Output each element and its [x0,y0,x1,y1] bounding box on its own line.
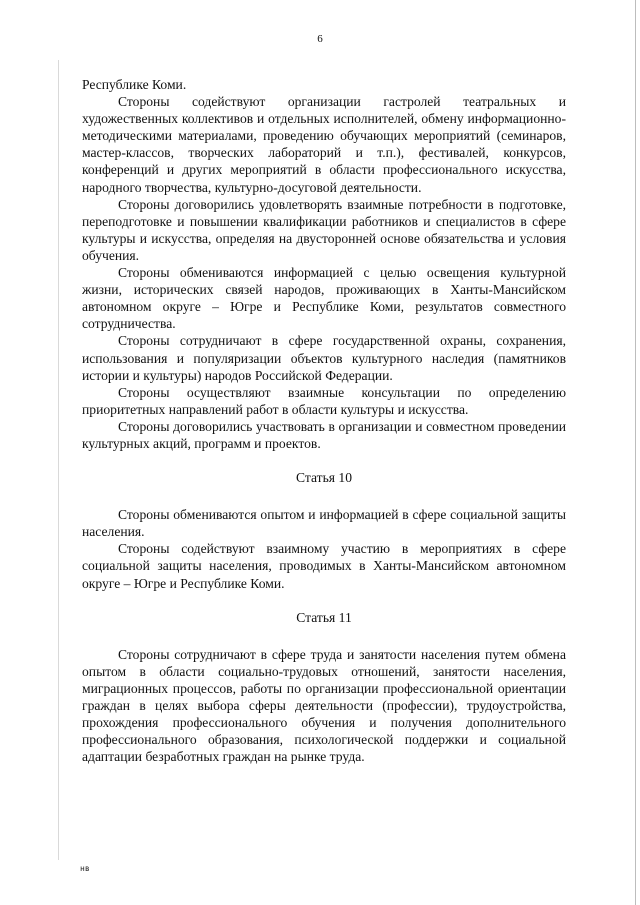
spacer [82,486,566,506]
article-10-heading: Статья 10 [295,470,353,486]
page-edge-left [58,60,59,860]
paragraph-consultations: Стороны осуществляют взаимные консультации по определению приоритетных направлений работ в области культуры и искусства. [82,384,566,417]
paragraph-touring: Стороны содействуют организации гастролей театральных и художественных коллективов и отдельных исполнителей, обмену информационно-методическими материалами, проведению обучающих мероприятий (семинаров, мастер-классов, творческих лабораторий и т.п.), фестивалей, конкурсов, конференций и других мероприятий в области профессионального искусства, народного творчества, культурно-досуговой деятельности. [82,94,566,195]
page-edge-right [635,0,636,905]
spacer [82,592,566,609]
page-number: 6 [317,33,323,45]
paragraph-training: Стороны договорились удовлетворять взаимные потребности в подготовке, переподготовке и повышении квалификации работников и специалистов в сфере культуры и искусства, определяя на двусторонней основе обязательства и условия обучения. [82,196,566,263]
spacer [82,452,566,469]
paragraph-cultural-actions: Стороны договорились участвовать в организации и совместном проведении культурных акций, программ и проектов. [82,418,566,451]
paragraph-social-events: Стороны содействуют взаимному участию в мероприятиях в сфере социальной защиты населения, проводимых в Ханты-Мансийском автономном округе – Югре и Республике Коми. [82,541,566,591]
spacer [82,626,566,646]
paragraph-heritage: Стороны сотрудничают в сфере государственной охраны, сохранения, использования и популяризации объектов культурного наследия (памятников истории и культуры) народов Российской Федерации. [82,333,566,383]
article-11-heading: Статья 11 [296,609,352,625]
paragraph-information: Стороны обмениваются информацией с целью освещения культурной жизни, исторических связей народов, проживающих в Ханты-Мансийском автономном округе – Югре и Республике Коми, результатов совместного сотрудничества. [82,265,566,332]
paragraph-labour: Стороны сотрудничают в сфере труда и занятости населения путем обмена опытом в области социально-трудовых отношений, занятости населения, миграционных процессов, работы по организации профессиональной ориентации граждан в целях выбора сферы деятельности (профессии), трудоустройства, прохождения профессионального обучения и получения дополнительного профессионального образования, психологической поддержки и социальной адаптации безработных граждан на рынке труда. [82,646,566,765]
document-body [82,76,566,765]
paragraph-continuation: Республике Коми. [82,77,187,92]
footer-mark: нв [80,864,90,873]
paragraph-social-exchange: Стороны обмениваются опытом и информацией в сфере социальной защиты населения. [82,507,566,540]
